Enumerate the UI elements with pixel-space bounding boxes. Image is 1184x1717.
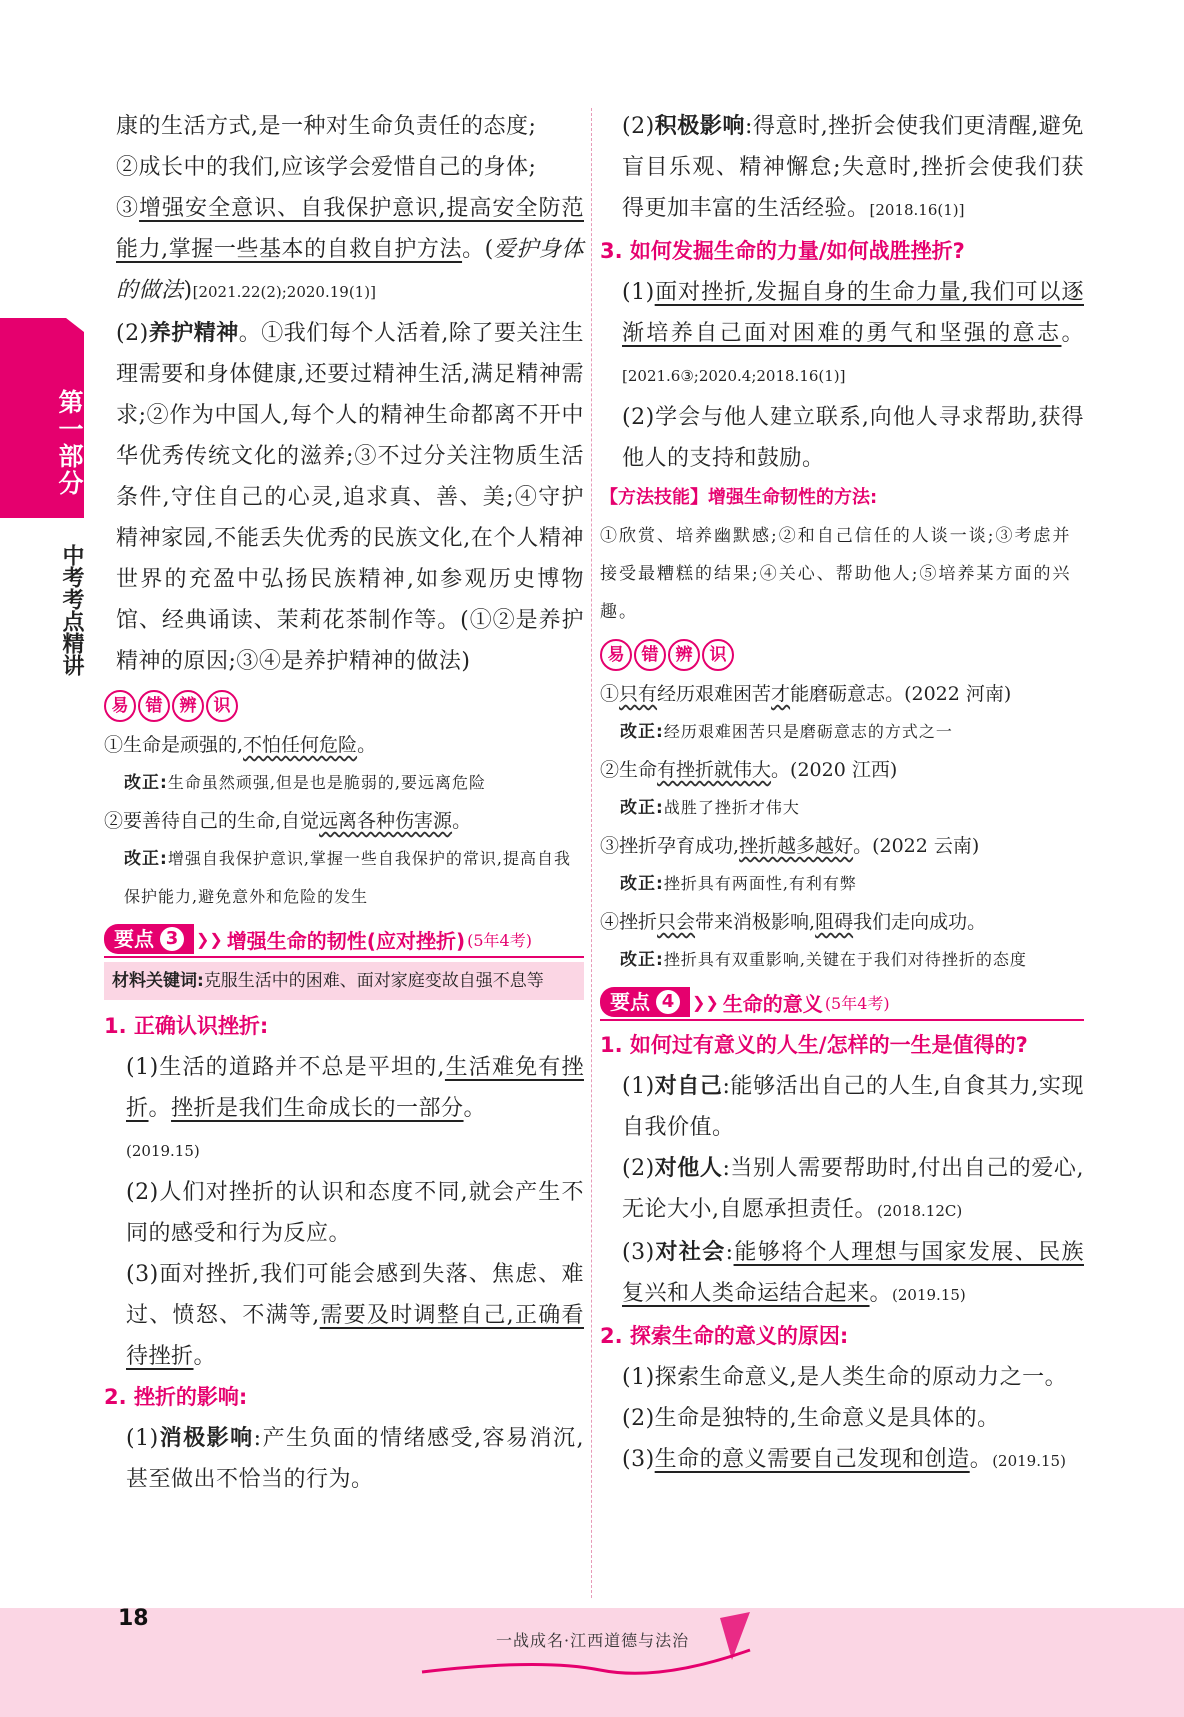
paragraph: (2)学会与他人建立联系,向他人寻求帮助,获得他人的支持和鼓励。: [622, 405, 1084, 471]
section-label: 中考考点精讲: [59, 544, 84, 676]
error-item: ②要善待自己的生命,自觉远离各种伤害源。: [104, 810, 472, 832]
correction: 改正:挫折具有两面性,有利有弊: [620, 874, 857, 894]
tab-notch: [66, 318, 84, 332]
section-heading: 3. 如何发掘生命的力量/如何战胜挫折?: [600, 239, 965, 263]
paragraph: (3)面对挫折,我们可能会感到失落、焦虑、难过、愤怒、不满等,需要及时调整自己,正确看待挫折。: [126, 1262, 584, 1369]
section-heading: 2. 探索生命的意义的原因:: [600, 1324, 849, 1348]
book-title: 一战成名·江西道德与法治: [496, 1631, 690, 1650]
right-column: [600, 106, 1084, 1482]
paragraph: (1)消极影响:产生负面的情绪感受,容易消沉,甚至做出不恰当的行为。: [126, 1426, 584, 1492]
arrow-icon: ❯❯: [196, 929, 223, 949]
keypoint-3-header: [104, 922, 584, 958]
arrow-icon: ❯❯: [692, 992, 719, 1012]
section-heading: 1. 如何过有意义的人生/怎样的一生是值得的?: [600, 1033, 1028, 1057]
error-item: ④挫折只会带来消极影响,阻碍我们走向成功。: [600, 911, 987, 933]
correction: 改正:增强自我保护意识,掌握一些自我保护的常识,提高自我保护能力,避免意外和危险的发生: [124, 849, 571, 906]
paragraph: (1)对自己:能够活出自己的人生,自食其力,实现自我价值。: [622, 1074, 1084, 1140]
left-column: [104, 106, 584, 1500]
paragraph: 康的生活方式,是一种对生命负责任的态度; ②成长中的我们,应该学会爱惜自己的身体; ③增强安全意识、自我保护意识,提高安全防范能力,掌握一些基本的自救自护方法。(爱护身体的做法)[2021.22(2);2020.19(1)]: [116, 114, 584, 303]
paragraph: (2)生命是独特的,生命意义是具体的。: [622, 1406, 1000, 1431]
keypoint-title: 增强生命的韧性(应对挫折): [226, 928, 466, 953]
paragraph: (1)面对挫折,发掘自身的生命力量,我们可以逐渐培养自己面对困难的勇气和坚强的意志。[2021.6③;2020.4;2018.16(1)]: [622, 280, 1084, 385]
keypoint-badge: 要点 3: [104, 924, 194, 954]
part-label: 第一部分: [55, 389, 84, 497]
error-item: ③挫折孕育成功,挫折越多越好。(2022 云南): [600, 835, 980, 857]
exam-count: (5年4考): [467, 930, 532, 950]
error-item: ②生命有挫折就伟大。(2020 江西): [600, 759, 898, 781]
error-item: ①生命是顽强的,不怕任何危险。: [104, 734, 377, 756]
correction: 改正:战胜了挫折才伟大: [620, 798, 800, 818]
section-heading: 2. 挫折的影响:: [104, 1385, 248, 1409]
paragraph: (3)对社会:能够将个人理想与国家发展、民族复兴和人类命运结合起来。(2019.15): [622, 1240, 1084, 1306]
error-check-badge: 易 错 辨 识: [600, 639, 1084, 671]
material-keywords: 材料关键词:克服生活中的困难、面对家庭变故自强不息等: [104, 962, 584, 1000]
correction: 改正:生命虽然顽强,但是也是脆弱的,要远离危险: [124, 773, 486, 793]
section-heading: 1. 正确认识挫折:: [104, 1014, 269, 1038]
error-check-badge: 易 错 辨 识: [104, 690, 584, 722]
keypoint-badge: 要点 4: [600, 987, 690, 1017]
correction: 改正:挫折具有双重影响,关键在于我们对待挫折的态度: [620, 950, 1027, 970]
column-divider: [591, 108, 592, 1598]
method-tip: 【方法技能】增强生命韧性的方法: ①欣赏、培养幽默感;②和自己信任的人谈一谈;③考虑并接受最糟糕的结果;④关心、帮助他人;⑤培养某方面的兴趣。: [600, 487, 1072, 622]
correction: 改正:经历艰难困苦只是磨砺意志的方式之一: [620, 722, 953, 742]
paragraph: (2)对他人:当别人需要帮助时,付出自己的爱心,无论大小,自愿承担责任。(2018.12C): [622, 1156, 1084, 1222]
paragraph-nurture-spirit: (2)养护精神。①我们每个人活着,除了要关注生理需要和身体健康,还要过精神生活,满足精神需求;②作为中国人,每个人的精神生命都离不开中华优秀传统文化的滋养;③不过分关注物质生活条件,守住自己的心灵,追求真、善、美;④守护精神家园,不能丢失优秀的民族文化,在个人精神世界的充盈中弘扬民族精神,如参观历史博物馆、经典诵读、茉莉花茶制作等。(①②是养护精神的原因;③④是养护精神的做法): [116, 321, 584, 674]
paragraph: (1)探索生命意义,是人类生命的原动力之一。: [622, 1365, 1068, 1390]
error-item: ①只有经历艰难困苦才能磨砺意志。(2022 河南): [600, 683, 1012, 705]
paragraph: (3)生命的意义需要自己发现和创造。(2019.15): [622, 1447, 1066, 1472]
paragraph: (2)人们对挫折的认识和态度不同,就会产生不同的感受和行为反应。: [126, 1180, 584, 1246]
paragraph: (1)生活的道路并不总是平坦的,生活难免有挫折。挫折是我们生命成长的一部分。 (2019.15): [126, 1055, 584, 1160]
keypoint-title: 生命的意义: [722, 991, 823, 1016]
exam-count: (5年4考): [824, 993, 890, 1013]
paragraph: (2)积极影响:得意时,挫折会使我们更清醒,避免盲目乐观、精神懈怠;失意时,挫折会使我们获得更加丰富的生活经验。[2018.16(1)]: [622, 114, 1084, 221]
keypoint-4-header: [600, 985, 1084, 1021]
page-number: 18: [118, 1606, 149, 1631]
part-tab: [0, 318, 84, 518]
